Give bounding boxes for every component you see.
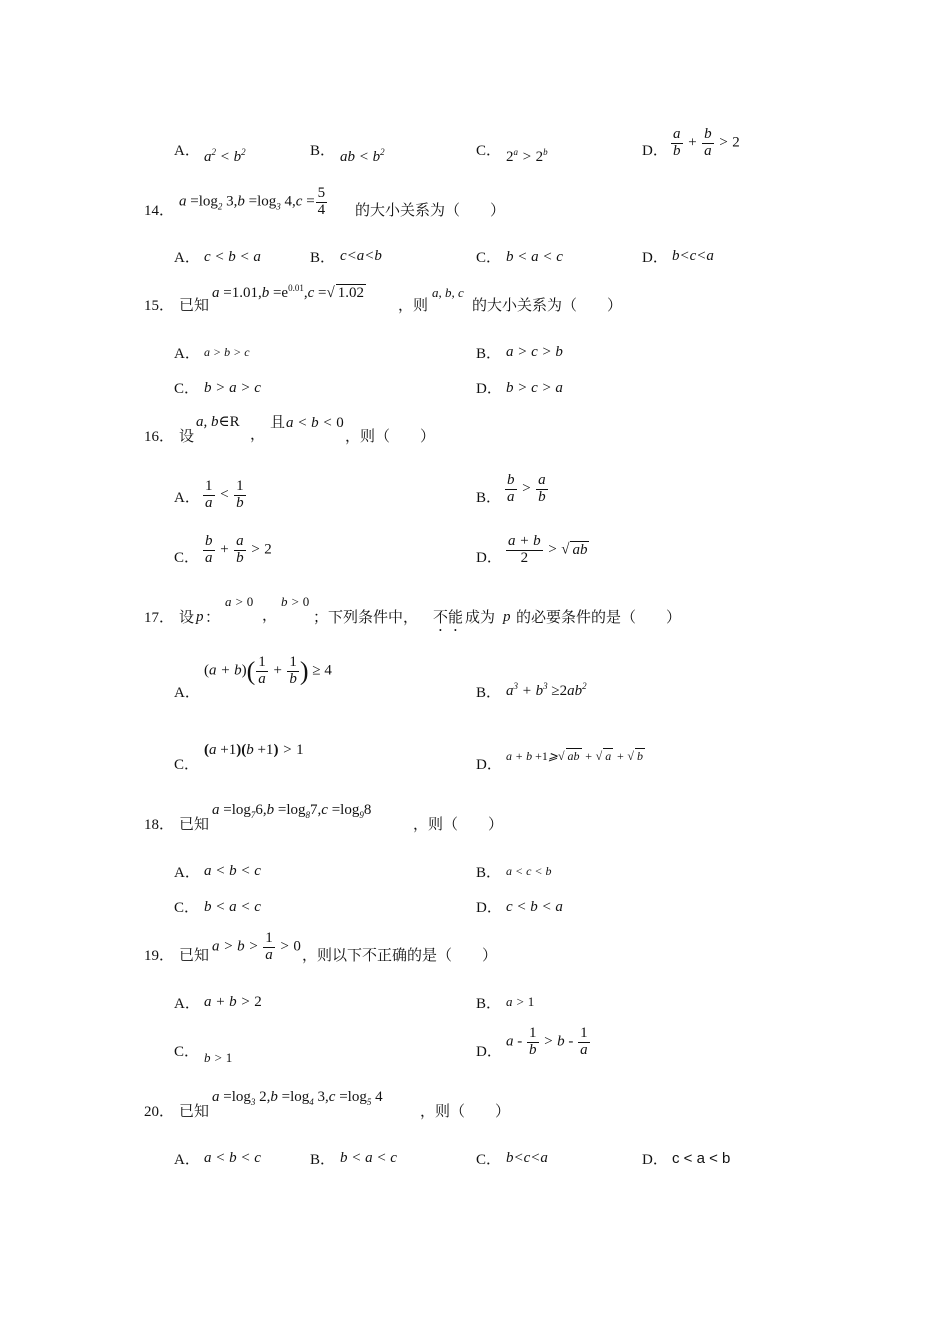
q20-prefix: 已知 — [179, 1104, 210, 1120]
q17-option-c: (a +1)(b +1) > 1 — [204, 742, 304, 758]
q20-option-b: b < a < c — [340, 1150, 397, 1166]
q14-formula: $a =\log_2$ $3,b =\log_3$ 4,c = $\frac{5}{4}$ — [179, 185, 326, 218]
q18-label-c: C． — [174, 900, 200, 916]
q17-p-ref: p — [503, 609, 511, 625]
q15-label-c: C． — [174, 381, 200, 397]
q19-formula: a > b > $\frac{1}{a}$ > 0 — [212, 930, 301, 963]
q17-label-b: B． — [476, 685, 502, 701]
q20-stem-tail: ，则（ ） — [420, 1104, 511, 1120]
q13-label-b: B． — [310, 143, 336, 159]
q14-label-d: D． — [642, 250, 668, 266]
q17-label-a: A． — [174, 685, 200, 701]
q15-label-b: B． — [476, 346, 502, 362]
q16-label-a: A． — [174, 490, 200, 506]
q19-label-a: A． — [174, 996, 200, 1012]
q15-stem-tail: 的大小关系为（ ） — [472, 298, 623, 314]
q19-option-b: a > 1 — [506, 994, 535, 1009]
q19-option-c: b > 1 — [204, 1050, 233, 1065]
q14-option-d: b<c<a — [672, 248, 714, 264]
q16-number: 16． — [144, 429, 175, 445]
q13-option-d: $\frac{a}{b}$ + $\frac{b}{a}$ > 2 — [673, 126, 740, 159]
q17-option-b: $a^3 + b^3 \ge 2ab^2$ — [506, 681, 587, 699]
q20-option-c: b<c<a — [506, 1150, 548, 1166]
q17-emphasis: 不能 — [433, 610, 464, 626]
q20-label-c: C． — [476, 1152, 502, 1168]
q16-label-d: D． — [476, 550, 502, 566]
q19-label-c: C． — [174, 1044, 200, 1060]
q16-comma: ， — [250, 427, 266, 443]
q18-label-d: D． — [476, 900, 502, 916]
q13-label-d: D． — [642, 143, 668, 159]
q15-label-d: D． — [476, 381, 502, 397]
q13-label-c: C． — [476, 143, 502, 159]
q17-p: p — [196, 609, 204, 625]
q16-option-b: $\frac{b}{a}$ > $\frac{a}{b}$ — [507, 472, 546, 505]
q20-formula: $a =\log_3$ $2,b =\log_4$ $3,c =\log_5$ 4 — [212, 1089, 383, 1107]
q17-label-c: C． — [174, 757, 200, 773]
q20-label-a: A． — [174, 1152, 200, 1168]
q16-prefix: 设 — [179, 429, 195, 445]
q15-number: 15． — [144, 298, 175, 314]
q19-number: 19． — [144, 948, 175, 964]
q16-label-b: B． — [476, 490, 502, 506]
q14-label-b: B． — [310, 250, 336, 266]
q16-qie: 且 — [270, 415, 286, 431]
q20-number: 20． — [144, 1104, 175, 1120]
q15-then: ，则 — [398, 298, 429, 314]
q16-condition-1: a, b∈R — [196, 414, 240, 430]
q17-semi: ；下列条件中， — [313, 610, 419, 626]
q20-label-b: B． — [310, 1152, 336, 1168]
q14-number: 14． — [144, 203, 175, 219]
q16-stem-tail: ，则（ ） — [345, 429, 436, 445]
q20-option-a: a < b < c — [204, 1150, 261, 1166]
q14-option-a: c < b < a — [204, 249, 261, 265]
q19-prefix: 已知 — [179, 948, 210, 964]
q18-option-c: b < a < c — [204, 899, 261, 915]
q19-label-d: D． — [476, 1044, 502, 1060]
q17-number: 17． — [144, 610, 175, 626]
q15-prefix: 已知 — [179, 298, 210, 314]
q18-label-b: B． — [476, 865, 502, 881]
q17-colon: ： — [205, 610, 221, 626]
q14-stem-tail: 的大小关系为（ ） — [355, 203, 506, 219]
q13-label-a: A． — [174, 143, 200, 159]
q18-prefix: 已知 — [179, 817, 210, 833]
q18-stem-tail: ，则（ ） — [413, 817, 504, 833]
q17-stem-tail: 的必要条件的是（ ） — [516, 610, 682, 626]
q15-option-d: b > c > a — [506, 380, 563, 396]
q18-option-b: a < c < b — [506, 864, 552, 878]
q18-number: 18． — [144, 817, 175, 833]
q17-prefix: 设 — [179, 610, 195, 626]
q17-option-a: (a + b)( $\frac{1}{a}$ + $\frac{1}{b}$ ) ≥ 4 — [204, 654, 332, 687]
q15-option-b: a > c > b — [506, 344, 563, 360]
q15-option-a: a > b > c — [204, 345, 250, 359]
q16-option-c: $\frac{b}{a}$ + $\frac{a}{b}$ > 2 — [205, 533, 272, 566]
q15-formula: $a =1.01,b =e^{0.01},c$ =√ 1.02 — [212, 283, 364, 301]
q17-condition-2: b > 0 — [281, 594, 310, 609]
q17-comma: ， — [262, 608, 278, 624]
q14-option-c: b < a < c — [506, 249, 563, 265]
q14-label-a: A． — [174, 250, 200, 266]
q15-option-c: b > a > c — [204, 380, 261, 396]
q19-option-d: a - $\frac{1}{b}$ > b - $\frac{1}{a}$ — [506, 1025, 588, 1058]
q17-condition-1: a > 0 — [225, 594, 254, 609]
q13-option-c: $2^a > 2^b$ — [506, 147, 548, 165]
q16-label-c: C． — [174, 550, 200, 566]
q17-option-d: a + b +1⩾√ ab + √ a + √ b — [506, 749, 643, 763]
q13-option-a: $a^2 < b^2$ — [204, 147, 246, 165]
q16-condition-2: a < b < 0 — [286, 415, 344, 431]
q15-variables: a, b, c — [432, 285, 464, 300]
q16-option-d: $\frac{a + b}{2}$ > √ ab — [508, 533, 588, 566]
q19-label-b: B． — [476, 996, 502, 1012]
q18-option-a: a < b < c — [204, 863, 261, 879]
q19-stem-tail: ，则以下不正确的是（ ） — [302, 948, 498, 964]
q14-option-b: c<a<b — [340, 248, 382, 264]
q14-label-c: C． — [476, 250, 502, 266]
q20-label-d: D． — [642, 1152, 668, 1168]
q16-option-a: $\frac{1}{a}$ < $\frac{1}{b}$ — [205, 478, 244, 511]
q19-option-a: a + b > 2 — [204, 994, 262, 1010]
q17-label-d: D． — [476, 757, 502, 773]
q15-label-a: A． — [174, 346, 200, 362]
q13-option-b: ab < $b^2$ — [340, 147, 385, 165]
q20-option-d: c < a < b — [672, 1150, 731, 1167]
q18-label-a: A． — [174, 865, 200, 881]
q18-option-d: c < b < a — [506, 899, 563, 915]
q17-mid: 成为 — [465, 610, 496, 626]
q18-formula: $a =\log_76,b =\log_87,c =\log_98$ — [212, 802, 372, 820]
